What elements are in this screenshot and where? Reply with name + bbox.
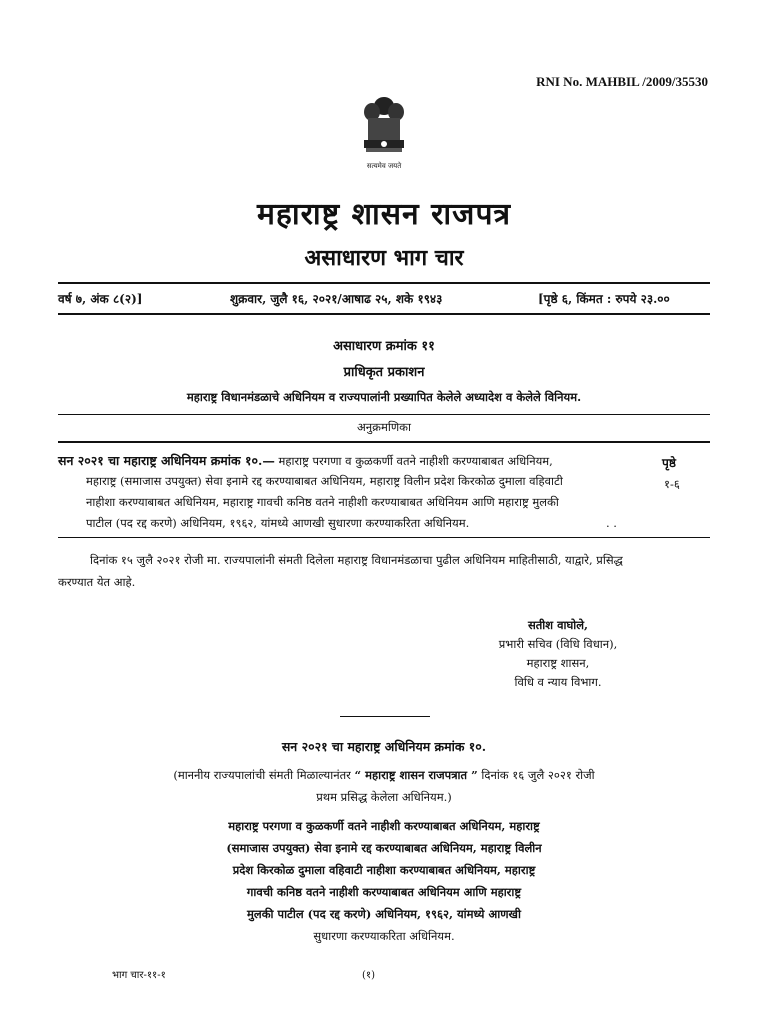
pages-price: [पृष्ठे ६, किंमत : रुपये २३.०० [538,292,670,306]
header-bottom-rule [58,313,710,315]
signatory-name: सतीश वाघोले, [527,618,589,632]
act-title: सन २०२१ चा महाराष्ट्र अधिनियम क्रमांक १०. [281,739,487,754]
notice-description: महाराष्ट्र विधानमंडळाचे अधिनियम व राज्यपालांनी प्रख्यापित केलेले अध्यादेश व केलेले विनियम. [186,390,582,404]
toc-entry-lead: सन २०२१ चा महाराष्ट्र अधिनियम क्रमांक १०.— [58,453,275,468]
long-title-line5: मुलकी पाटील (पद रद्द करणे) अधिनियम, १९६२, यांमध्ये आणखी [247,907,521,921]
top-rule [58,282,710,284]
toc-bottom-rule [58,537,710,538]
long-title-line1: महाराष्ट्र परगणा व कुळकर्णी वतने नाहीशी करण्याबाबत अधिनियम, महाराष्ट्र [228,819,540,833]
long-title-line6: सुधारणा करण्याकरिता अधिनियम. [313,929,455,943]
toc-entry-line2: महाराष्ट्र (समाजास उपयुक्त) सेवा इनामे रद्द करण्याबाबत अधिनियम, महाराष्ट्र विलीन प्रदेश किरकोळ दुमाला वहिवाटी [86,474,563,488]
gazette-title: महाराष्ट्र शासन राजपत्र [256,197,512,232]
toc-top-rule [58,414,710,415]
rni-number: RNI No. MAHBIL /2009/35530 [536,74,708,89]
long-title-line4: गावची कनिष्ठ वतने नाहीशी करण्याबाबत अधिनियम आणि महाराष्ट्र [246,885,522,899]
toc-entry-line4: पाटील (पद रद्द करणे) अधिनियम, १९६२, यांमध्ये आणखी सुधारणा करण्याकरिता अधिनियम. [86,516,470,530]
authoritative-publication: प्राधिकृत प्रकाशन [343,365,425,380]
emblem-motto: सत्यमेव जयते [366,162,402,170]
assent-line2: प्रथम प्रसिद्ध केलेला अधिनियम.) [316,790,452,804]
toc-entry-pages: १-६ [664,477,680,491]
toc-rule [58,441,710,443]
long-title-line2: (समाजास उपयुक्त) सेवा इनामे रद्द करण्याबाबत अधिनियम, महाराष्ट्र विलीन [226,841,542,855]
issue-date: शुक्रवार, जुलै १६, २०२१/आषाढ २५, शके १९४३ [230,292,443,306]
page-number: (१) [362,970,376,981]
gazette-subtitle: असाधारण भाग चार [304,245,464,271]
year-issue: वर्ष ७, अंक ८(२)] [58,292,143,306]
signatory-department: विधि व न्याय विभाग. [514,675,602,689]
assent-line1 [0,768,768,783]
signatory-government: महाराष्ट्र शासन, [526,656,590,670]
publication-paragraph-line2: करण्यात येत आहे. [58,575,136,589]
extraordinary-number: असाधारण क्रमांक ११ [333,339,435,354]
assent-line1-b: “ महाराष्ट्र शासन राजपत्रात ” [354,768,478,782]
signatory-designation: प्रभारी सचिव (विधि विधान), [498,637,618,651]
toc-pages-label: पृष्ठे [662,456,676,470]
toc-entry-line1 [58,452,553,469]
separator-line [340,716,430,717]
assent-line1-a: (माननीय राज्यपालांची संमती मिळाल्यानंतर [173,768,351,782]
long-title-line3: प्रदेश किरकोळ दुमाला वहिवाटी नाहीशा करण्याबाबत अधिनियम, महाराष्ट्र [232,863,536,877]
part-reference: भाग चार-११-१ [112,970,166,981]
toc-entry-text: महाराष्ट्र परगणा व कुळकर्णी वतने नाहीशी करण्याबाबत अधिनियम, [278,454,553,468]
assent-line1-c: दिनांक १६ जुलै २०२१ रोजी [481,768,595,782]
toc-dots: . . [606,516,617,530]
toc-heading: अनुक्रमणिका [357,420,411,434]
publication-paragraph-line1: दिनांक १५ जुलै २०२१ रोजी मा. राज्यपालांनी संमती दिलेला महाराष्ट्र विधानमंडळाचा पुढील अधिनियम माहितीसाठी, याद्वारे, प्रसिद्ध [90,553,623,567]
national-emblem-icon [354,92,414,178]
toc-entry-line3: नाहीशा करण्याबाबत अधिनियम, महाराष्ट्र गावची कनिष्ठ वतने नाहीशी करण्याबाबत अधिनियम आणि महाराष्ट्र मुलकी [86,495,559,509]
